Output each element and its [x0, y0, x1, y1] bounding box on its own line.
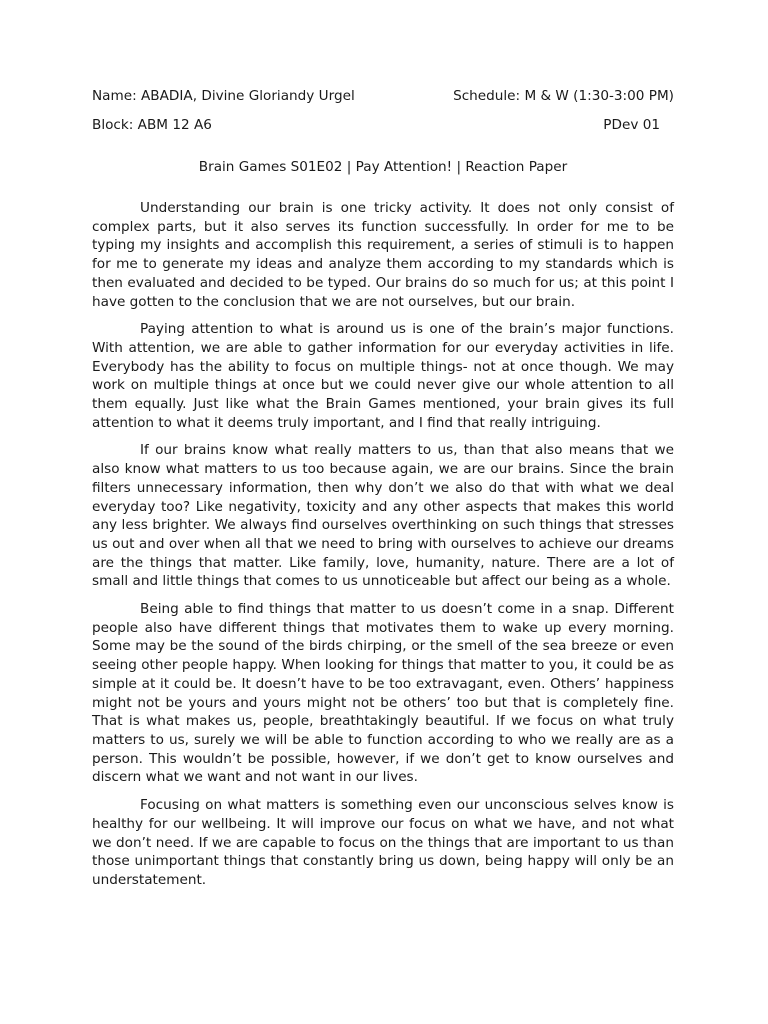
body-paragraph-4: Being able to find things that matter to us doesn’t come in a snap. Different people also have different things that motivates them to wake up every morning. Some may be the sound of the birds chirping, or the smell of the sea breeze or even seeing other people happy. When looking for things that matter to you, it could be as simple at it could be. It doesn’t have to be too extravagant, even. Others’ happiness might not be yours and yours might not be others’ too but that is completely fine. That is what makes us, people, breathtakingly beautiful. If we focus on what truly matters to us, surely we will be able to function according to who we really are as a person. This wouldn’t be possible, however, if we don’t get to know ourselves and discern what we want and not want in our lives. [92, 601, 674, 786]
class-schedule: Schedule: M & W (1:30-3:00 PM) [453, 88, 674, 104]
body-paragraph-5: Focusing on what matters is something even our unconscious selves know is healthy for our wellbeing. It will improve our focus on what we have, and not what we don’t need. If we are capable to focus on the things that are important to us than those unimportant things that constantly bring us down, being happy will only be an understatement. [92, 797, 674, 888]
student-name: Name: ABADIA, Divine Gloriandy Urgel [92, 88, 355, 104]
document-page [92, 86, 674, 899]
body-paragraph-3: If our brains know what really matters to us, than that also means that we also know what matters to us too because again, we are our brains. Since the brain filters unnecessary information, then why don’t we also do that with what we deal everyday too? Like negativity, toxicity and any other aspects that makes this world any less brighter. We always find ourselves overthinking on such things that stresses us out and over when all that we need to bring with ourselves to achieve our dreams are the things that matter. Like family, love, humanity, nature. There are a lot of small and little things that comes to us unnoticeable but affect our being as a whole. [92, 442, 674, 590]
class-block: Block: ABM 12 A6 [92, 117, 212, 133]
header-row-block-course [92, 115, 674, 135]
body-paragraph-1: Understanding our brain is one tricky activity. It does not only consist of complex parts, but it also serves its function successfully. In order for me to be typing my insights and accomplish this requirement, a series of stimuli is to happen for me to generate my ideas and analyze them according to my standards which is then evaluated and decided to be typed. Our brains do so much for us; at this point I have gotten to the conclusion that we are not ourselves, but our brain. [92, 200, 674, 310]
body-paragraph-2: Paying attention to what is around us is one of the brain’s major functions. With attention, we are able to gather information for our everyday activities in life. Everybody has the ability to focus on multiple things- not at once though. We may work on multiple things at once but we could never give our whole attention to all them equally. Just like what the Brain Games mentioned, your brain gives its full attention to what it deems truly important, and I find that really intriguing. [92, 321, 674, 431]
course-code: PDev 01 [603, 117, 660, 133]
document-title: Brain Games S01E02 | Pay Attention! | Reaction Paper [198, 159, 568, 175]
header-row-name-schedule [92, 86, 674, 106]
